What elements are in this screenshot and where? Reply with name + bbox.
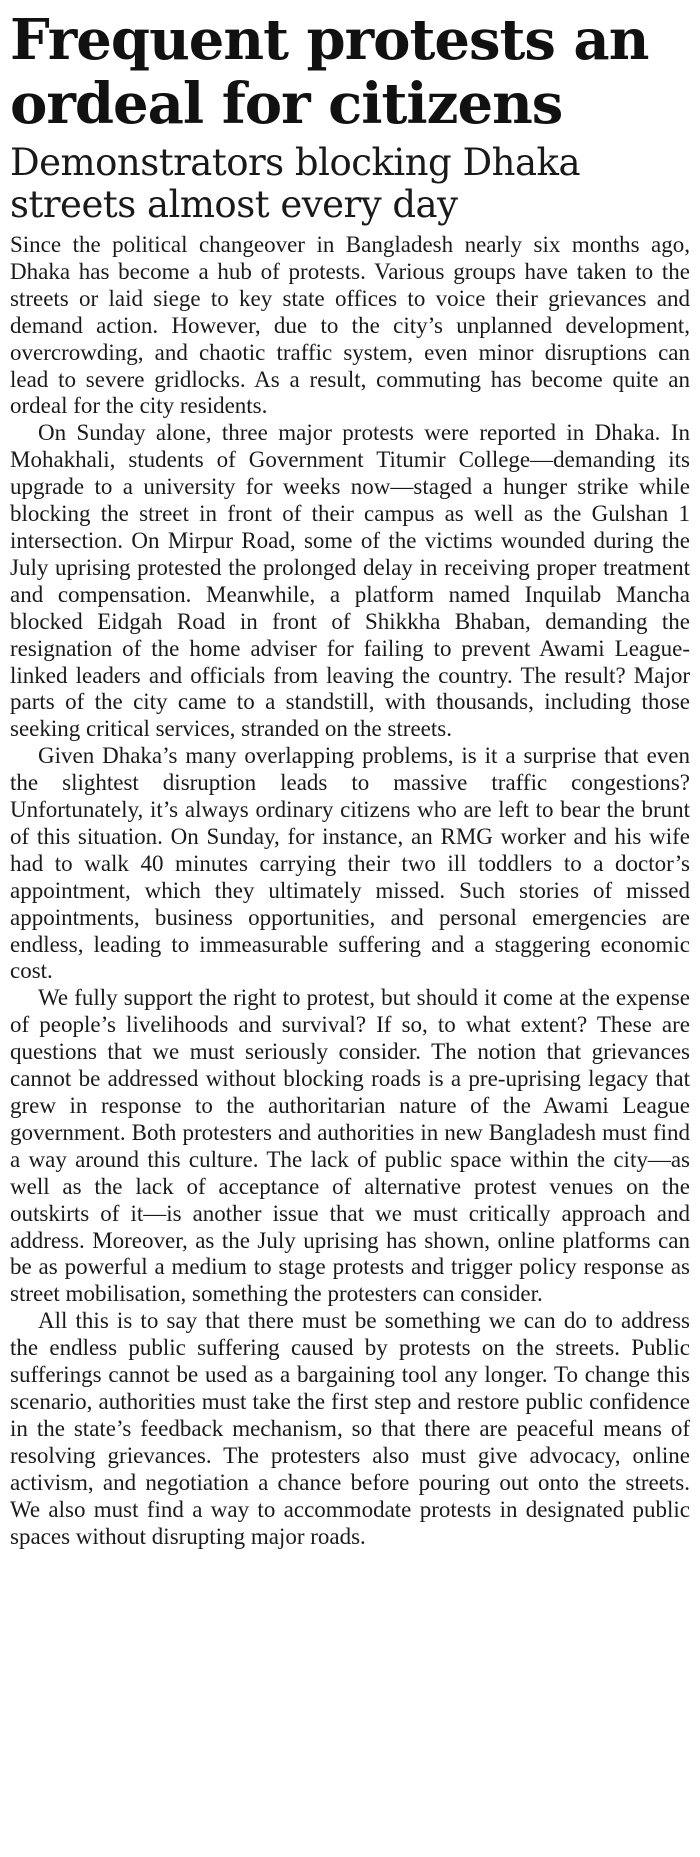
paragraph-5: All this is to say that there must be something we can do to address the endless public suffering caused by protests on the streets. Public sufferings cannot be used as a bargaining tool any longer. To change this scenario, authorities must take the first step and restore public confidence in the state’s feedback mechanism, so that there are peaceful means of resolving grievances. The protesters also must give advocacy, online activism, and negotiation a chance before pouring out onto the streets. We also must find a way to accommodate protests in designated public spaces without disrupting major roads. [10,1308,690,1549]
editorial-article [10,8,690,1550]
headline: Frequent protests an ordeal for citizens [10,7,649,137]
subheadline: Demonstrators blocking Dhaka streets almost every day [10,141,581,226]
paragraph-2: On Sunday alone, three major protests were reported in Dhaka. In Mohakhali, students of Government Titumir College—demanding its upgrade to a university for weeks now—staged a hunger strike while blocking the street in front of their campus as well as the Gulshan 1 intersection. On Mirpur Road, some of the victims wounded during the July uprising protested the prolonged delay in receiving proper treatment and compensation. Meanwhile, a platform named Inquilab Mancha blocked Eidgah Road in front of Shikkha Bhaban, demanding the resignation of the home adviser for failing to prevent Awami League-linked leaders and officials from leaving the country. The result? Major parts of the city came to a standstill, with thousands, including those seeking critical services, stranded on the streets. [10,420,690,742]
paragraph-3: Given Dhaka’s many overlapping problems, is it a surprise that even the slightest disruption leads to massive traffic congestions? Unfortunately, it’s always ordinary citizens who are left to bear the brunt of this situation. On Sunday, for instance, an RMG worker and his wife had to walk 40 minutes carrying their two ill toddlers to a doctor’s appointment, which they ultimately missed. Such stories of missed appointments, business opportunities, and personal emergencies are endless, leading to immeasurable suffering and a staggering economic cost. [10,743,690,984]
article-body [10,232,690,1550]
paragraph-4: We fully support the right to protest, but should it come at the expense of people’s livelihoods and survival? If so, to what extent? These are questions that we must seriously consider. The notion that grievances cannot be addressed without blocking roads is a pre-uprising legacy that grew in response to the authoritarian nature of the Awami League government. Both protesters and authorities in new Bangladesh must find a way around this culture. The lack of public space within the city—as well as the lack of acceptance of alternative protest venues on the outskirts of it—is another issue that we must critically approach and address. Moreover, as the July uprising has shown, online platforms can be as powerful a medium to stage protests and trigger policy response as street mobilisation, something the protesters can consider. [10,985,690,1307]
paragraph-1: Since the political changeover in Bangladesh nearly six months ago, Dhaka has become a hub of protests. Various groups have taken to the streets or laid siege to key state offices to voice their grievances and demand action. However, due to the city’s unplanned development, overcrowding, and chaotic traffic system, even minor disruptions can lead to severe gridlocks. As a result, commuting has become quite an ordeal for the city residents. [10,232,690,419]
